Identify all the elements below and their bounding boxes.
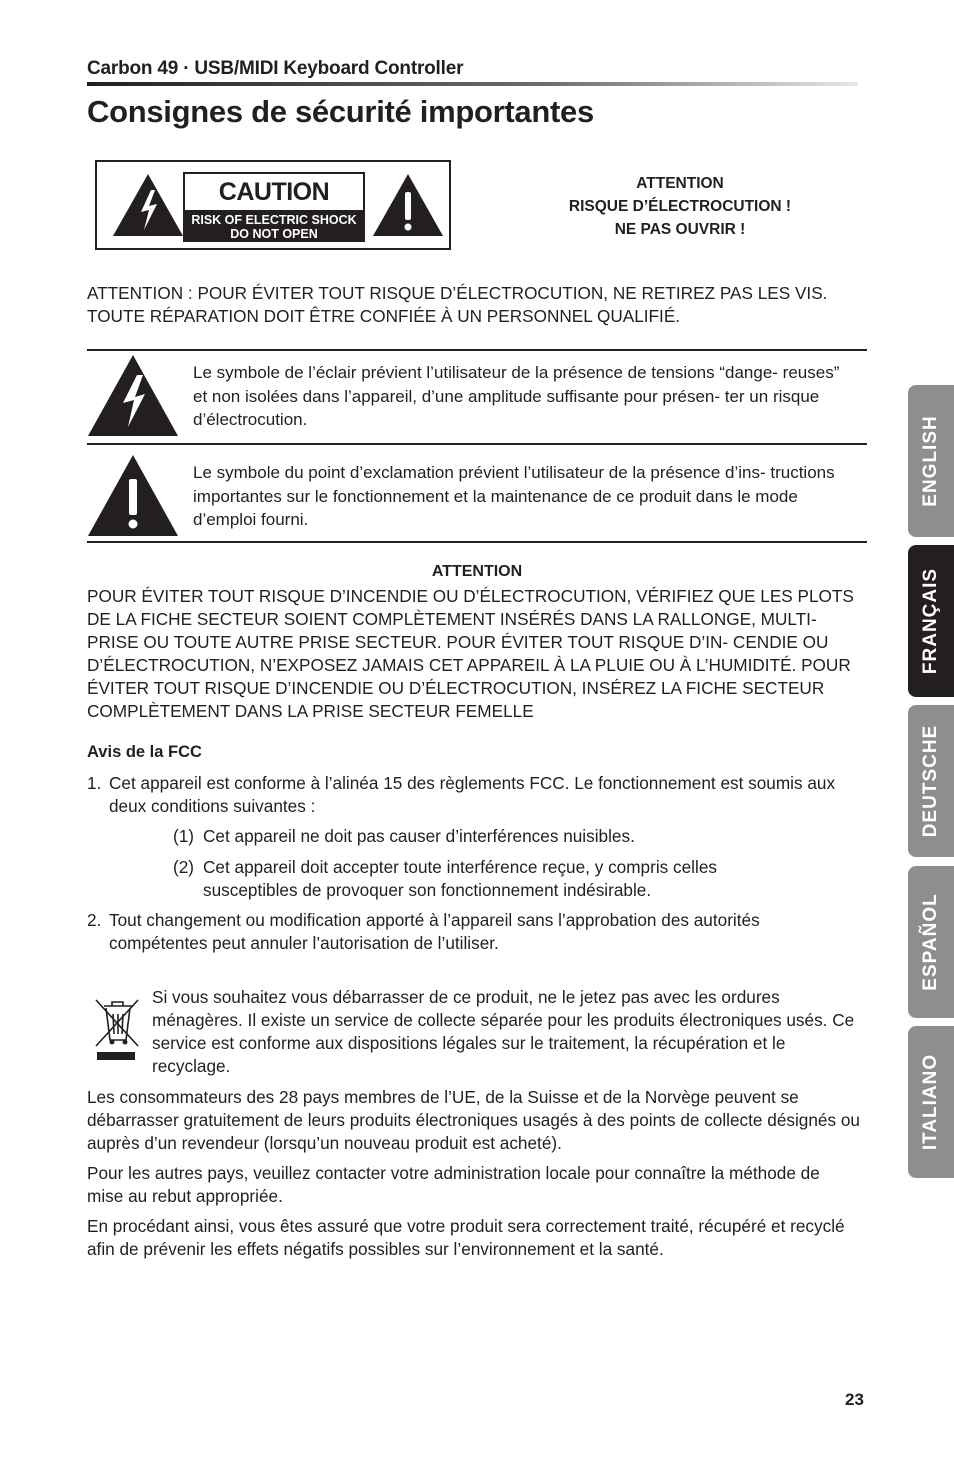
disposal-paragraph-1: Les consommateurs des 28 pays membres de l’UE, de la Suisse et de la Norvège peuvent se débarrasser gratuitement de leurs produits électroniques usagés à des points de collecte désignés ou auprès d’un revendeur (lorsqu’un nouveau produit est acheté). xyxy=(87,1087,860,1153)
exclamation-warning-icon xyxy=(371,172,445,238)
divider xyxy=(87,443,867,445)
lightning-warning-icon xyxy=(111,172,185,238)
attention-line1: ATTENTION xyxy=(636,175,724,192)
fcc-item-2: Tout changement ou modification apporté à l’appareil sans l’approbation des autorités compétentes peut annuler l’autorisation de l’utiliser. xyxy=(109,910,760,953)
exclamation-symbol-text: Le symbole du point d’exclamation prévient l’utilisateur de la présence d’ins- tructions importantes sur le fonctionnement et la maintenance de ce produit dans le mode d’emploi fourni. xyxy=(193,463,835,529)
attention-paragraph: POUR ÉVITER TOUT RISQUE D’INCENDIE OU D’ÉLECTROCUTION, VÉRIFIEZ QUE LES PLOTS DE LA FICHE SECTEUR SOIENT COMPLÈTEMENT INSÉRÉS DANS LA RALLONGE, MULTI-PRISE OU TOUTE AUTRE PRISE SECTEUR. POUR ÉVITER TOUT RISQUE D’IN- CENDIE OU D’ÉLECTROCUTION, N’EXPOSEZ JAMAIS CET APPAREIL À LA PLUIE OU À L’HUMIDITÉ. POUR ÉVITER TOUT RISQUE D’INCENDIE OU D’ÉLECTROCUTION, INSÉREZ LA FICHE SECTEUR COMPLÈTEMENT DANS LA PRISE SECTEUR FEMELLE xyxy=(87,586,854,721)
divider xyxy=(87,349,867,351)
tab-francais[interactable] xyxy=(908,545,954,697)
header-rule xyxy=(87,82,858,86)
page-number: 23 xyxy=(845,1390,864,1409)
disposal-paragraph-2: Pour les autres pays, veuillez contacter votre administration locale pour connaître la méthode de mise au rebut appropriée. xyxy=(87,1163,820,1206)
header-product: Carbon 49 · USB/MIDI Keyboard Controller xyxy=(87,58,464,79)
tab-italiano-label: ITALIANO xyxy=(920,1053,941,1151)
fcc-sub-1-number: (1) xyxy=(173,826,195,846)
tab-francais-label: FRANÇAIS xyxy=(920,567,941,675)
tab-english[interactable] xyxy=(908,385,954,537)
page-title: Consignes de sécurité importantes xyxy=(87,94,594,129)
fcc-heading: Avis de la FCC xyxy=(87,743,202,761)
fcc-item-1-number: 1. xyxy=(87,773,102,793)
lightning-symbol-text: Le symbole de l’éclair prévient l’utilisateur de la présence de tensions “dange- reuses” et non isolées dans l’appareil, d’une amplitude suffisante pour présen- ter un risque d’électrocution. xyxy=(193,363,840,429)
fcc-sub-1: Cet appareil ne doit pas causer d’interférences nuisibles. xyxy=(203,826,635,846)
tab-espanol-label: ESPAÑOL xyxy=(920,893,941,991)
disposal-paragraph-3: En procédant ainsi, vous êtes assuré que votre produit sera correctement traité, récupéré et recyclé afin de prévenir les effets négatifs possibles sur l’environnement et la santé. xyxy=(87,1216,845,1259)
lightning-triangle-icon xyxy=(87,353,179,437)
crossed-bin-icon xyxy=(92,994,142,1064)
attention-line3: NE PAS OUVRIR ! xyxy=(614,221,746,238)
divider xyxy=(87,541,867,543)
caution-word: CAUTION xyxy=(218,178,330,206)
fcc-item-1: Cet appareil est conforme à l’alinéa 15 des règlements FCC. Le fonctionnement est soumis aux deux conditions suivantes : xyxy=(109,773,836,816)
weee-paragraph: Si vous souhaitez vous débarrasser de ce produit, ne le jetez pas avec les ordures ménagères. Il existe un service de collecte séparée pour les produits électroniques usés. Ce service est conforme aux dispositions légales sur le traitement, la récupération et le recyclage. xyxy=(152,987,855,1076)
fcc-sub-2: Cet appareil doit accepter toute interférence reçue, y compris celles susceptibles de provoquer son fonctionnement indésirable. xyxy=(203,857,717,900)
caution-label-box xyxy=(95,160,451,250)
fcc-sub-2-number: (2) xyxy=(173,857,195,877)
tab-english-label: ENGLISH xyxy=(920,415,941,507)
warning-paragraph: ATTENTION : POUR ÉVITER TOUT RISQUE D’ÉLECTROCUTION, NE RETIREZ PAS LES VIS. TOUTE RÉPARATION DOIT ÊTRE CONFIÉE À UN PERSONNEL QUALIFIÉ. xyxy=(87,283,828,326)
attention-caution-translation xyxy=(540,172,820,241)
attention-line2: RISQUE D’ÉLECTROCUTION ! xyxy=(568,198,792,215)
caution-label xyxy=(183,172,365,242)
tab-deutsche[interactable] xyxy=(908,705,954,857)
fcc-item-2-number: 2. xyxy=(87,910,102,930)
tab-deutsche-label: DEUTSCHE xyxy=(920,724,941,838)
exclamation-triangle-icon xyxy=(87,453,179,537)
attention-heading: ATTENTION xyxy=(431,563,523,580)
caution-subtext xyxy=(185,210,363,242)
caution-line1: RISK OF ELECTRIC SHOCK xyxy=(191,213,357,227)
tab-italiano[interactable] xyxy=(908,1026,954,1178)
tab-espanol[interactable] xyxy=(908,866,954,1018)
caution-line2: DO NOT OPEN xyxy=(230,227,318,241)
